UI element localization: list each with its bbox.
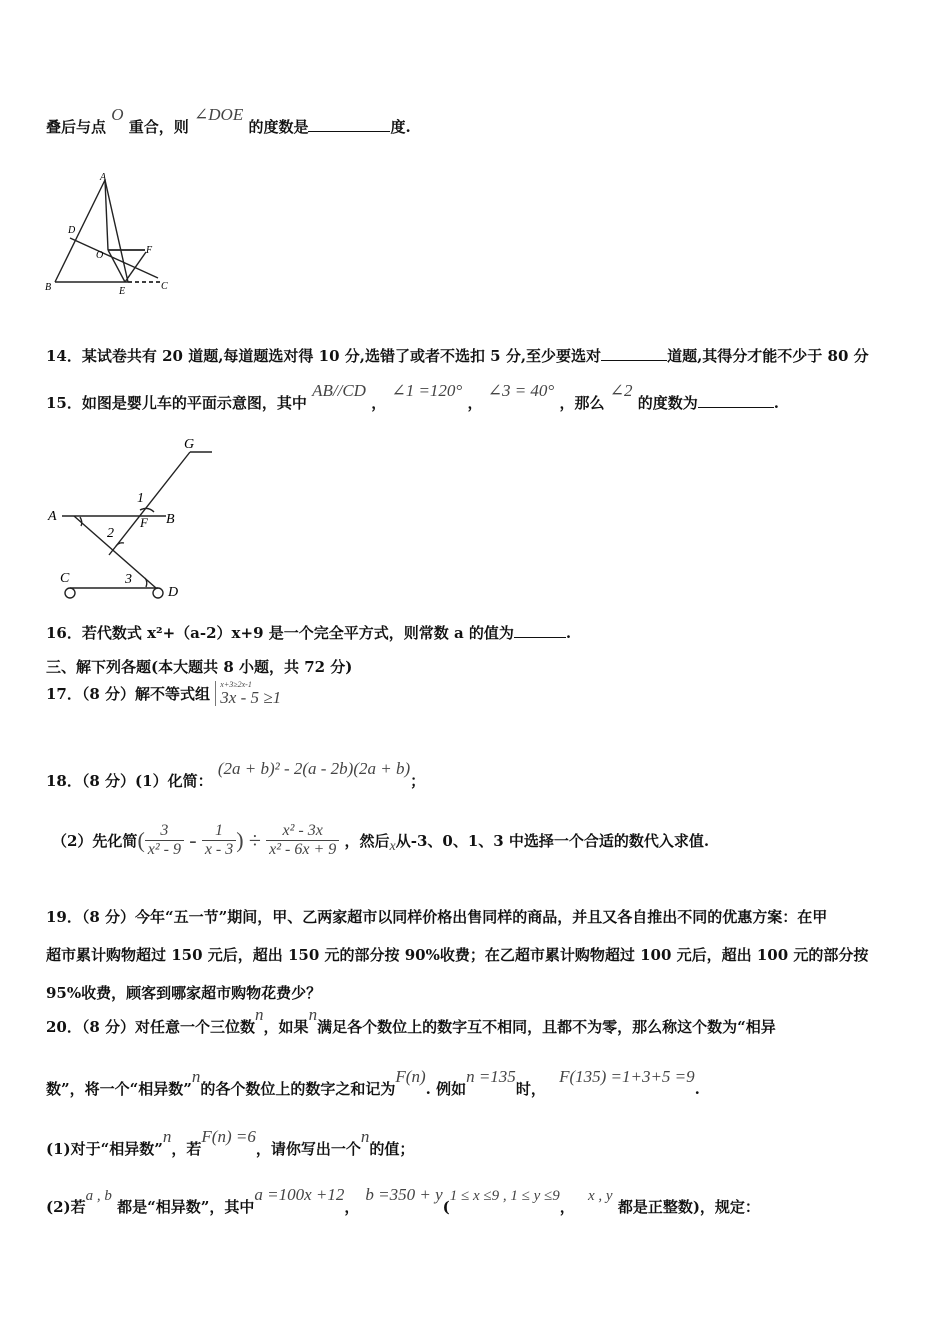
- q16-end: .: [565, 624, 572, 642]
- q17-system: [215, 681, 281, 706]
- q14-line: [46, 345, 869, 366]
- q20-xy: x , y: [588, 1188, 613, 1204]
- q15-end: .: [773, 394, 779, 412]
- q13-point: O: [111, 105, 124, 124]
- q20-fn: F(n): [395, 1067, 426, 1086]
- q20-p1a: (1)对于“相异数”: [46, 1140, 163, 1158]
- q20-l2e: .: [694, 1080, 700, 1098]
- q20-p1b: ，若: [171, 1140, 202, 1158]
- fig1-label-d: D: [68, 225, 76, 236]
- q13-mid: 重合，则: [128, 118, 189, 136]
- q18-semi: ；: [410, 772, 426, 790]
- fig2-label-g: G: [184, 437, 195, 452]
- q20-part1: [46, 1127, 415, 1159]
- q18-var: x: [389, 838, 396, 854]
- q18-minus: -: [189, 827, 197, 853]
- triangle-figure: [40, 170, 180, 300]
- q15-sep1: ，: [371, 394, 387, 412]
- q18-frac2: $\frac{1}{x - 3}$: [202, 822, 236, 859]
- q15-blank: [698, 395, 774, 408]
- fig2-label-2: 2: [107, 526, 114, 541]
- q15-prefix: 15．如图是婴儿车的平面示意图，其中: [46, 394, 307, 412]
- q20-l1c: 满足各个数位上的数字互不相同，且都不为零，那么称这个数为“相异: [317, 1018, 776, 1036]
- q16-blank: [514, 625, 566, 638]
- q20-n135: n =135: [466, 1067, 516, 1086]
- q16-line: [46, 622, 571, 643]
- section-3-heading: 三、解下列各题(本大题共 8 小题，共 72 分): [46, 658, 353, 676]
- fig2-label-c: C: [60, 571, 70, 586]
- q14-blank: [601, 348, 667, 361]
- q20-range: 1 ≤ x ≤9 , 1 ≤ y ≤9: [449, 1188, 560, 1204]
- fig2-label-3: 3: [125, 572, 132, 587]
- q15-angle3: ∠3 = 40°: [487, 381, 555, 400]
- q20-l2c: . 例如: [425, 1080, 467, 1098]
- q20-l1a: 20．（8 分）对任意一个三位数: [46, 1018, 256, 1036]
- q15-parallel: AB//CD: [312, 381, 366, 400]
- q17-ineq1: x+3≥2x-1: [220, 680, 252, 689]
- stroller-figure: [44, 430, 224, 605]
- q20-l2a: 数”，将一个“相异数”: [46, 1080, 192, 1098]
- q20-beq: b =350 + y: [365, 1185, 443, 1204]
- q15-angle1: ∠1 =120°: [391, 381, 463, 400]
- q13-blank: [308, 119, 390, 132]
- q15-angle2: ∠2: [609, 381, 633, 400]
- q20-fn6: F(n) =6: [201, 1127, 256, 1146]
- q19-line1: 19．（8 分）今年“五一节”期间，甲、乙两家超市以同样价格出售同样的商品，并且又各自推出不同的优惠方案：在甲: [46, 908, 828, 926]
- q20-n2: n: [308, 1005, 318, 1024]
- q18-part2: （2）先化简: [52, 832, 138, 850]
- q13-suffix: 的度数是: [248, 118, 309, 136]
- fig1-label-o: O: [96, 250, 104, 261]
- q20-comma: ，: [344, 1198, 360, 1216]
- q18-div: ÷: [248, 827, 261, 853]
- q20-part2: [46, 1185, 760, 1217]
- q18-tail: 从-3、0、1、3 中选择一个合适的数代入求值.: [395, 832, 710, 850]
- q18-expr1: (2a + b)² - 2(a - 2b)(2a + b): [217, 759, 411, 778]
- q20-n3: n: [191, 1067, 201, 1086]
- q20-aeq: a =100x +12: [254, 1185, 345, 1204]
- q19-line2: 超市累计购物超过 150 元后，超出 150 元的部分按 90%收费；在乙超市累计购物超过 100 元后，超出 100 元的部分按: [46, 946, 869, 964]
- q20-p2c: 都是正整数)，规定：: [617, 1198, 760, 1216]
- q13-line: [46, 105, 411, 137]
- q13-angle: ∠DOE: [194, 105, 244, 124]
- q20-paren: (: [442, 1198, 450, 1216]
- q13-end: 度.: [390, 118, 411, 136]
- q20-f135: F(135) =1+3+5 =9: [559, 1067, 695, 1086]
- q18-frac1: $\frac{3}{\text{x² - 9}}$: [145, 822, 184, 859]
- q17-ineq2: 3x - 5 ≥1: [220, 688, 282, 707]
- fig2-label-d: D: [168, 585, 179, 600]
- q20-l1b: ，如果: [263, 1018, 309, 1036]
- q14-suffix: 道题,其得分才能不少于 80 分: [667, 347, 869, 365]
- q15-suffix: 的度数为: [637, 394, 698, 412]
- q15-line: [46, 381, 779, 413]
- fig1-label-e: E: [119, 286, 126, 297]
- q13-prefix: 叠后与点: [46, 118, 107, 136]
- q20-line1: [46, 1005, 776, 1037]
- fig1-label-a: A: [100, 172, 107, 183]
- q16-text: 16．若代数式 x²+（a-2）x+9 是一个完全平方式，则常数 a 的值为: [46, 624, 514, 642]
- q20-l2d: 时，: [515, 1080, 546, 1098]
- q20-line2: [46, 1067, 700, 1099]
- q18-frac3: $\frac{\text{x² - 3x}}{\text{x² - 6x + 9}}$: [266, 822, 339, 859]
- fig2-label-f: F: [140, 515, 148, 530]
- q20-n1: n: [255, 1005, 264, 1024]
- fig1-label-b: B: [45, 282, 52, 293]
- q19-line3: 95%收费，顾客到哪家超市购物花费少？: [46, 984, 322, 1002]
- fig2-label-a: A: [48, 509, 57, 524]
- fig1-label-c: C: [161, 281, 168, 292]
- q20-comma2: ，: [559, 1198, 575, 1216]
- fig1-label-f: F: [146, 245, 153, 256]
- q20-l2b: 的各个数位上的数字之和记为: [200, 1080, 396, 1098]
- q15-mid: ，那么: [559, 394, 605, 412]
- q17-line: [46, 681, 281, 706]
- fig2-label-b: B: [166, 512, 175, 527]
- q18-line1: [46, 759, 426, 791]
- q20-p2b: 都是“相异数”，其中: [117, 1198, 255, 1216]
- q20-p1d: 的值；: [369, 1140, 415, 1158]
- q15-sep2: ，: [467, 394, 483, 412]
- q20-n4: n: [162, 1127, 172, 1146]
- q18-line2: （2）先化简( $\frac{3}{\text{x² - 9}}$ - $\frac{1}{x - 3}$ ) ÷ $\frac{\text{x² - 3x}}{\text{x² - 6x + 9}}$ ，然后x从-3、0、1、3 中选择一个合适的数代入求值.: [52, 822, 710, 858]
- q18-after: ，然后: [344, 832, 390, 850]
- q20-n5: n: [360, 1127, 370, 1146]
- q20-ab: a , b: [85, 1188, 112, 1204]
- q14-text: 14．某试卷共有 20 道题,每道题选对得 10 分,选错了或者不选扣 5 分,至少要选对: [46, 347, 602, 365]
- q17-text: 17．（8 分）解不等式组: [46, 685, 211, 703]
- q18-part1: 18．（8 分）(1）化简：: [46, 772, 213, 790]
- q20-p1c: ，请你写出一个: [255, 1140, 361, 1158]
- q20-p2a: (2)若: [46, 1198, 86, 1216]
- fig2-label-1: 1: [137, 491, 144, 506]
